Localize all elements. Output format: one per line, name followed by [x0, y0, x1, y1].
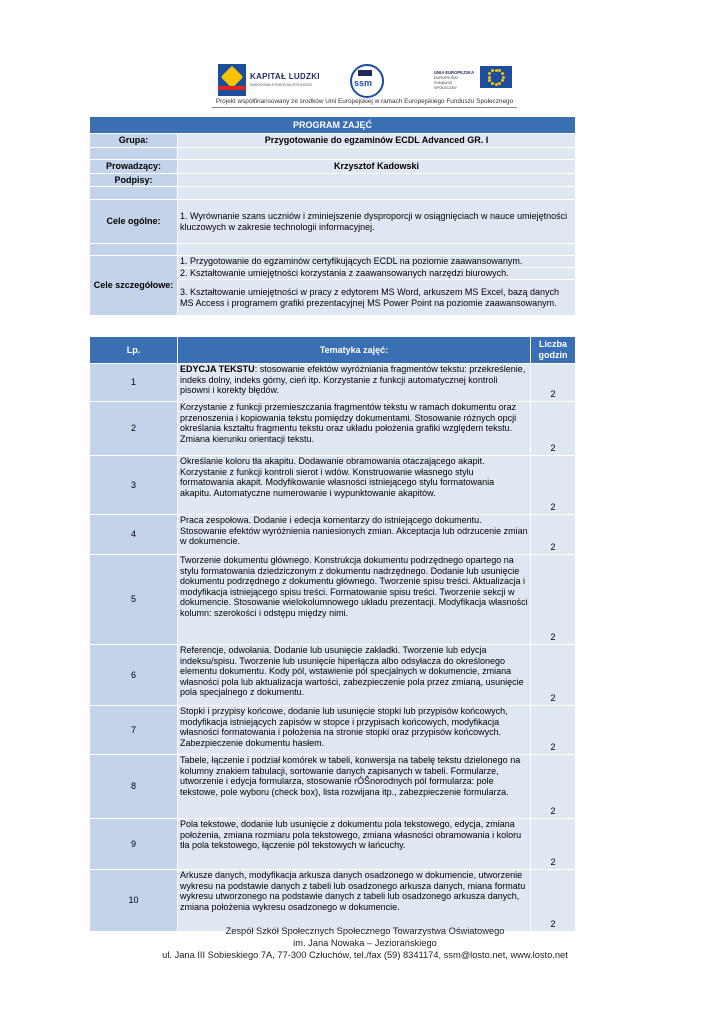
general-goals-label: Cele ogólne: — [90, 200, 178, 244]
signature-label: Podpisy: — [90, 174, 178, 187]
row-hours: 2 — [531, 706, 576, 755]
row-hours: 2 — [531, 456, 576, 515]
row-lp: 1 — [90, 364, 178, 402]
row-lp: 3 — [90, 456, 178, 515]
table-row — [90, 555, 576, 645]
row-topic — [178, 819, 531, 870]
row-topic-text: Pola tekstowe, dodanie lub usunięcie z dokumentu pola tekstowego, edycja, zmiana położenia, zmiana rozmiaru pola tekstowego, zmiana własności obramowania i koloru tła pola tekstowego, łączenie pól tekstowych w łańcuchy. — [180, 819, 522, 851]
row-topic — [178, 456, 531, 515]
row-topic — [178, 645, 531, 706]
table-row — [90, 515, 576, 555]
row-lp: 2 — [90, 402, 178, 456]
header-divider — [212, 107, 517, 108]
col-topic-header: Tematyka zajęć: — [178, 337, 531, 364]
row-lp: 7 — [90, 706, 178, 755]
specific-goal-2: 2. Kształtowanie umiejętności korzystania z zaawansowanych narzędzi biurowych. — [178, 268, 576, 280]
footer — [130, 925, 600, 961]
row-topic-heading: EDYCJA TEKSTU — [180, 364, 255, 374]
teacher-value: Krzysztof Kadowski — [178, 160, 576, 174]
row-topic — [178, 364, 531, 402]
specific-goals-label: Cele szczegółowe: — [90, 256, 178, 316]
row-topic-text: Korzystanie z funkcji przemieszczania fragmentów tekstu w ramach dokumentu oraz przenoszenia i kopiowania tekstu pomiędzy dokumentami. Stosowanie różnych opcji określania kształtu fragmentu tekstu oraz układu położenia grafiki względem tekstu. Zmiana kierunku orientacji tekstu. — [180, 402, 517, 444]
row-topic-text: Tabele, łączenie i podział komórek w tabeli, konwersja na tabelę tekstu dzielonego na kolumny znakiem tabulacji, sortowanie danych zapisanych w tabeli. Formularze, utworzenie i edycja formularza, stosowanie rÓŜnorodnych pól formularza: pole tekstowe, pole wyboru (check box), lista rozwijana itp., zabezpieczenie formularza. — [180, 755, 521, 797]
row-topic-text: Stopki i przypisy końcowe, dodanie lub usunięcie stopki lub przypisów końcowych, modyfikacja istniejących zapisów w stopce i przypisach końcowych, modyfikacja własności formatowania i położenia na stronie stopki oraz przypisów końcowych. Zabezpieczenie dokumentu hasłem. — [180, 706, 508, 748]
row-lp: 5 — [90, 555, 178, 645]
row-topic-text: Referencje, odwołania. Dodanie lub usunięcie zakładki. Tworzenie lub edycja indeksu/spisu. Tworzenie lub usunięcie hiperłącza albo odsyłacza do określonego elementu dokumentu. Kody pól, wstawienie pól specjalnych w dokumencie, zmiana własności pola lub aktualizacja wartości, zabezpieczenie pola przez zmianą, usunięcie pola specjalnego z dokumentu. — [180, 645, 524, 698]
table-row — [90, 402, 576, 456]
specific-goal-3: 3. Kształtowanie umiejętności w pracy z edytorem MS Word, arkuszem MS Excel, bazą danych MS Access i programem grafiki prezentacyjnej MS Power Point na poziomie zaawansowanym. — [178, 280, 576, 316]
row-lp: 6 — [90, 645, 178, 706]
schedule-table — [89, 336, 576, 932]
teacher-label: Prowadzący: — [90, 160, 178, 174]
row-topic — [178, 515, 531, 555]
project-note: Projekt współfinansowany ze środków Unii Europejskiej w ramach Europejskiego Funduszu Społecznego — [215, 98, 514, 105]
table-row — [90, 456, 576, 515]
kapital-ludzki-logo: KAPITAŁ LUDZKI NARODOWA STRATEGIA SPÓJNOŚCI — [218, 64, 326, 100]
row-topic — [178, 706, 531, 755]
specific-goal-1: 1. Przygotowanie do egzaminów certyfikujących ECDL na poziomie zaawansowanym. — [178, 256, 576, 268]
table-row — [90, 870, 576, 932]
row-topic — [178, 402, 531, 456]
row-hours: 2 — [531, 755, 576, 819]
group-label: Grupa: — [90, 134, 178, 148]
col-lp-header: Lp. — [90, 337, 178, 364]
row-hours: 2 — [531, 645, 576, 706]
row-topic — [178, 870, 531, 932]
row-hours: 2 — [531, 515, 576, 555]
row-topic-text: Tworzenie dokumentu głównego. Konstrukcja dokumentu podrzędnego opartego na stylu formatowania dziedziczonym z dokumentu nadrzędnego. Dodanie lub usunięcie dokumentu podrzędnego z dokumentu głównego. Tworzenie spisu treści. Aktualizacja i modyfikacja istniejącego spisu treści. Formatowanie spisu treści. Tworzenie sekcji w dokumencie. Stosowanie wielokolumnowego układu prezentacji. Modyfikacja własności kolumn: szerokości i odstępu między nimi. — [180, 555, 528, 618]
table-row — [90, 755, 576, 819]
program-table — [89, 116, 576, 316]
row-hours: 2 — [531, 870, 576, 932]
footer-patron: im. Jana Nowaka – Jeziorańskiego — [293, 938, 437, 948]
row-topic — [178, 755, 531, 819]
row-lp: 4 — [90, 515, 178, 555]
row-topic-text: : stosowanie efektów wyróżniania fragmentów tekstu: przekreślenie, indeks dolny, indeks górny, cień itp. Korzystanie z funkcji automatycznej kontroli pisowni i korekty błędów. — [180, 364, 526, 396]
row-hours: 2 — [531, 402, 576, 456]
row-topic — [178, 555, 531, 645]
footer-address: ul. Jana III Sobieskiego 7A, 77-300 Człuchów, tel./fax (59) 8341174, ssm@losto.net, www.losto.net — [162, 950, 568, 960]
row-lp: 9 — [90, 819, 178, 870]
signature-value — [178, 174, 576, 187]
program-title: PROGRAM ZAJĘĆ — [90, 117, 576, 134]
row-lp: 8 — [90, 755, 178, 819]
row-lp: 10 — [90, 870, 178, 932]
col-hours-header: Liczba godzin — [531, 337, 576, 364]
row-hours: 2 — [531, 364, 576, 402]
row-topic-text: Określanie koloru tła akapitu. Dodawanie obramowania otaczającego akapit. Korzystanie z funkcji kontroli sierot i wdów. Konstruowanie własnego stylu formatowania akapit. Modyfikowanie własności istniejącego stylu formatowania akapitu. Automatyczne numerowanie i wypunktowanie akapitów. — [180, 456, 495, 498]
row-hours: 2 — [531, 555, 576, 645]
table-row — [90, 706, 576, 755]
table-row — [90, 364, 576, 402]
row-topic-text: Arkusze danych, modyfikacja arkusza danych osadzonego w dokumencie, utworzenie wykresu na podstawie danych z tabeli lub osadzonego arkusza danych, miana formatu wykresu utworzonego na podstawie danych z tabeli lub osadzonego arkusza danych, zmiana położenia wykresu osadzonego w dokumencie. — [180, 870, 526, 912]
table-row — [90, 819, 576, 870]
eu-flag-logo: UNIA EUROPEJSKA EUROPEJSKI FUNDUSZ SPOŁECZNY — [434, 66, 514, 96]
footer-school-name: Zespół Szkół Społecznych Społecznego Towarzystwa Oświatowego — [225, 926, 505, 936]
row-topic-text: Praca zespołowa. Dodanie i edecja komentarzy do istniejącego dokumentu. Stosowanie efektów wyróżnienia naniesionych zmian. Akceptacja lub odrzucenie zmian w dokumencie. — [180, 515, 528, 547]
general-goals-value: 1. Wyrównanie szans uczniów i zminiejszenie dysproporcji w osiągnięciach w nauce umiejętności kluczowych w zakresie technologii informacyjnej. — [178, 200, 576, 244]
group-value: Przygotowanie do egzaminów ECDL Advanced GR. I — [178, 134, 576, 148]
school-logo: ssm — [348, 60, 384, 100]
table-row — [90, 645, 576, 706]
row-hours: 2 — [531, 819, 576, 870]
